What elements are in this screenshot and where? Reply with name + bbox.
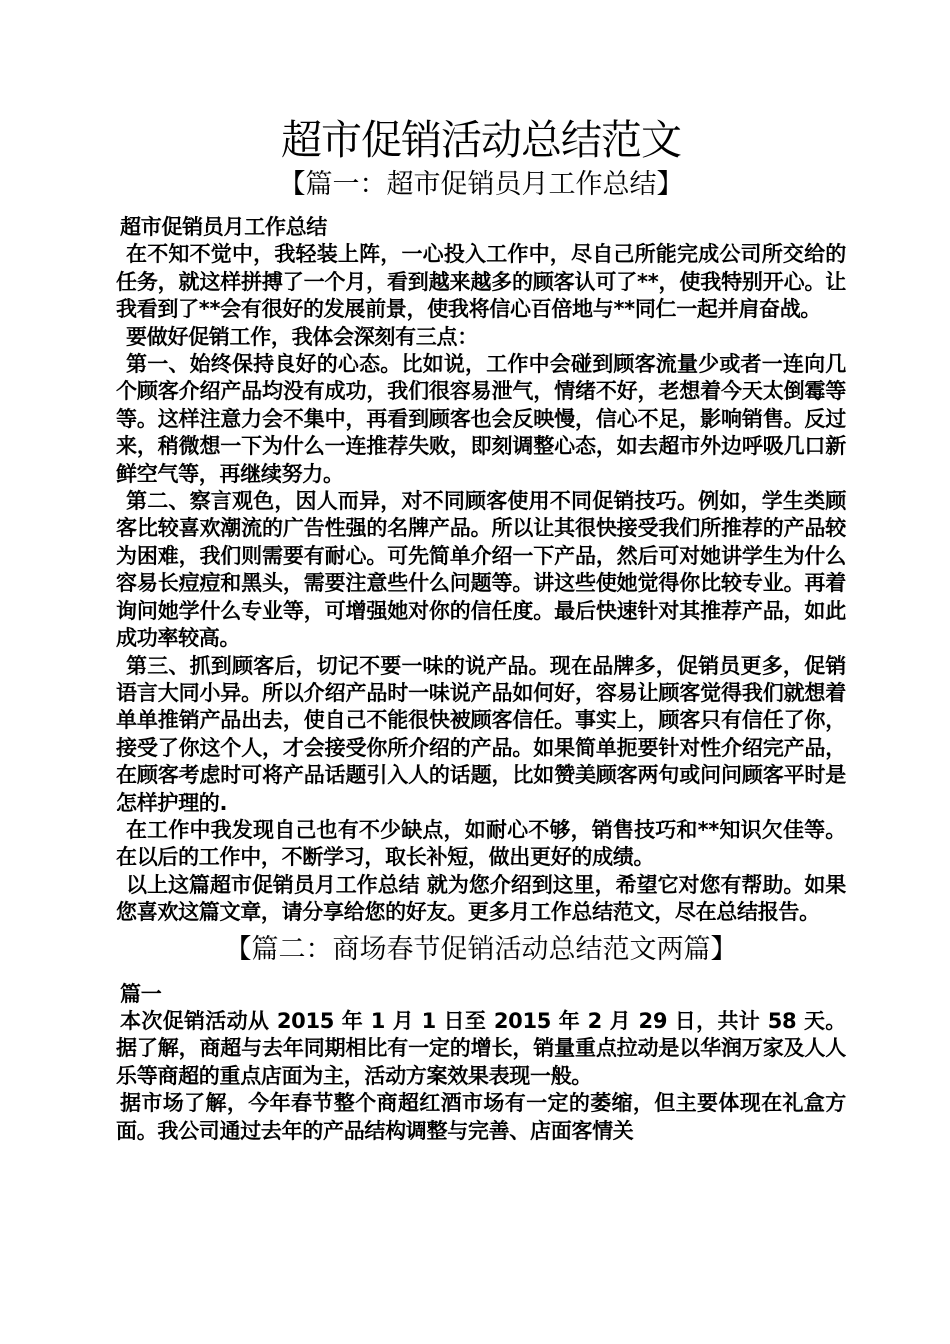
paragraph: 据市场了解，今年春节整个商超红酒市场有一定的萎缩，但主要体现在礼盒方面。我公司通过去年的产品结构调整与完善、店面客情关 bbox=[116, 1091, 846, 1143]
document-page bbox=[116, 112, 846, 1145]
document-title: 超市促销活动总结范文 bbox=[281, 116, 681, 164]
paragraph: 以上这篇超市促销员月工作总结 就为您介绍到这里，希望它对您有帮助。如果您喜欢这篇文章，请分享给您的好友。更多月工作总结范文，尽在总结报告。 bbox=[116, 872, 846, 925]
paragraph: 在工作中我发现自己也有不少缺点，如耐心不够，销售技巧和**知识欠佳等。在以后的工作中，不断学习，取长补短，做出更好的成绩。 bbox=[116, 817, 846, 870]
paragraph: 本次促销活动从 2015 年 1 月 1 日至 2015 年 2 月 29 日，共计 58 天。据了解，商超与去年同期相比有一定的增长，销量重点拉动是以华润万家及人人乐等商超的重点店面为主，活动方案效果表现一般。 bbox=[116, 1008, 846, 1088]
section-two-title: 【篇二：商场春节促销活动总结范文两篇】 bbox=[224, 933, 738, 965]
paragraph: 要做好促销工作，我体会深刻有三点： bbox=[126, 324, 478, 349]
section-one-title: 【篇一：超市促销员月工作总结】 bbox=[278, 169, 684, 200]
paragraph: 第二、察言观色，因人而异，对不同顾客使用不同促销技巧。例如，学生类顾客比较喜欢潮流的广告性强的名牌产品。所以让其很快接受我们所推荐的产品较为困难，我们则需要有耐心。可先简单介绍一下产品，然后可对她讲学生为什么容易长痘痘和黑头，需要注意些什么问题等。讲这些使她觉得你比较专业。再着询问她学什么专业等，可增强她对你的信任度。最后快速针对其推荐产品，如此成功率较高。 bbox=[116, 489, 846, 651]
section-one-heading: 超市促销员月工作总结 bbox=[120, 215, 327, 239]
section-two-heading: 篇一 bbox=[120, 981, 162, 1006]
paragraph: 第一、始终保持良好的心态。比如说，工作中会碰到顾客流量少或者一连向几个顾客介绍产品均没有成功，我们很容易泄气，情绪不好，老想着今天太倒霉等等。这样注意力会不集中，再看到顾客也会反映慢，信心不足，影响销售。反过来，稍微想一下为什么一连推荐失败，即刻调整心态，如去超市外边呼吸几口新鲜空气等，再继续努力。 bbox=[116, 352, 846, 486]
paragraph: 第三、抓到顾客后，切记不要一味的说产品。现在品牌多，促销员更多，促销语言大同小异。所以介绍产品时一味说产品如何好，容易让顾客觉得我们就想着单单推销产品出去，使自己不能很快被顾客信任。事实上，顾客只有信任了你，接受了你这个人，才会接受你所介绍的产品。如果简单扼要针对性介绍完产品，在顾客考虑时可将产品话题引入人的话题，比如赞美顾客两句或问问顾客平时是怎样护理的. bbox=[116, 653, 846, 815]
paragraph: 在不知不觉中，我轻装上阵，一心投入工作中，尽自己所能完成公司所交给的任务，就这样拼搏了一个月，看到越来越多的顾客认可了**，使我特别开心。让我看到了**会有很好的发展前景，使我将信心百倍地与**同仁一起并肩奋战。 bbox=[116, 242, 846, 322]
